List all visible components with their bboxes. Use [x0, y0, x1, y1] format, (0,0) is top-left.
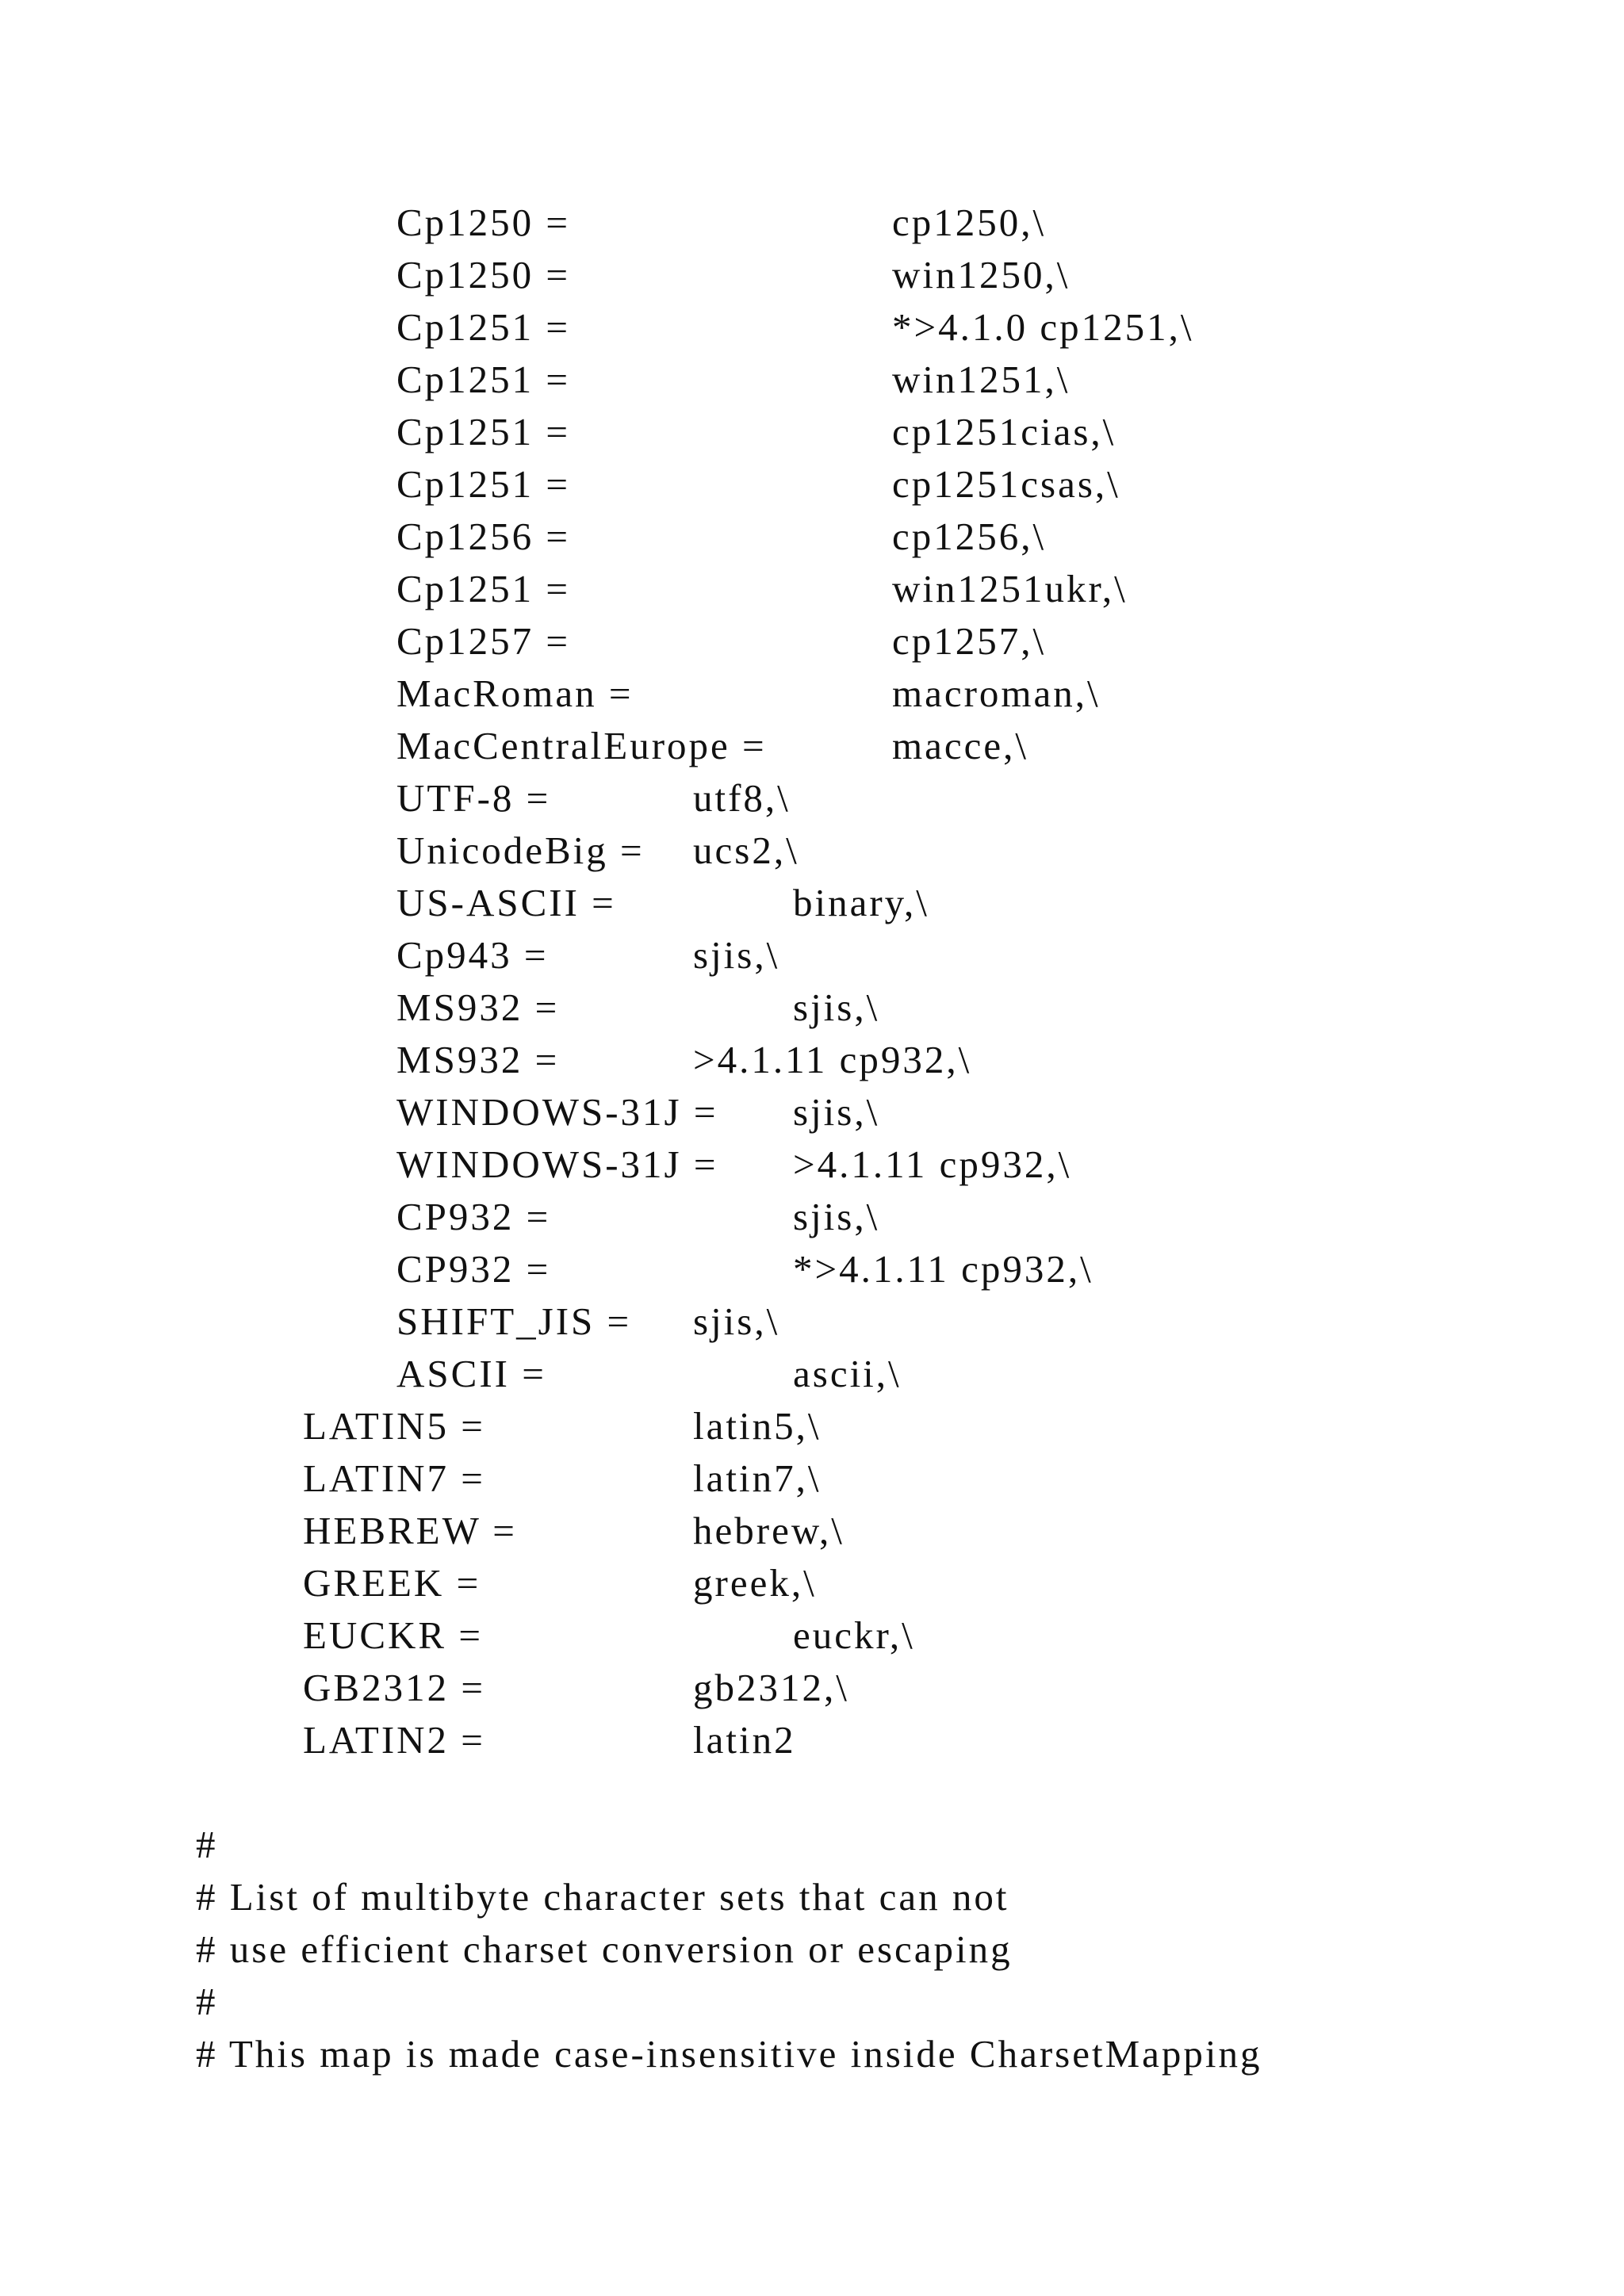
mapping-value: *>4.1.0 cp1251,\: [892, 305, 1194, 349]
mapping-key: HEBREW =: [303, 1509, 517, 1552]
mapping-key: Cp943 =: [396, 933, 549, 977]
mapping-value: sjis,\: [793, 1195, 880, 1238]
mapping-key: Cp1250 =: [396, 253, 571, 297]
mapping-key: GB2312 =: [303, 1666, 485, 1709]
mapping-key: MacCentralEurope =: [396, 724, 767, 767]
mapping-line: [0, 1034, 1624, 1086]
mapping-line: [0, 772, 1624, 825]
mapping-line: [0, 1348, 1624, 1400]
comment-line: #: [196, 1823, 218, 1866]
mapping-key: GREEK =: [303, 1561, 481, 1605]
mapping-value: latin5,\: [693, 1404, 822, 1448]
mapping-value: cp1256,\: [892, 515, 1047, 558]
mapping-line: [0, 458, 1624, 511]
mapping-value: ucs2,\: [693, 828, 799, 872]
mapping-line: [0, 249, 1624, 301]
mapping-line: [0, 929, 1624, 982]
mapping-value: latin2: [693, 1718, 796, 1762]
mapping-key: Cp1251 =: [396, 410, 571, 453]
mapping-value: sjis,\: [793, 985, 880, 1029]
mapping-key: WINDOWS-31J =: [396, 1090, 718, 1134]
mapping-line: [0, 615, 1624, 668]
mapping-line: [0, 1714, 1624, 1766]
mapping-line: [0, 1505, 1624, 1557]
mapping-value: latin7,\: [693, 1456, 822, 1500]
mapping-line: [0, 1086, 1624, 1138]
mapping-key: MS932 =: [396, 1038, 560, 1081]
mapping-key: WINDOWS-31J =: [396, 1142, 718, 1186]
mapping-value: macce,\: [892, 724, 1028, 767]
mapping-value: binary,\: [793, 881, 929, 924]
comment-line: # This map is made case-insensitive inside CharsetMapping: [196, 2032, 1262, 2076]
mapping-line: [0, 720, 1624, 772]
mapping-key: LATIN5 =: [303, 1404, 485, 1448]
mapping-key: MS932 =: [396, 985, 560, 1029]
mapping-key: CP932 =: [396, 1247, 551, 1291]
mapping-value: utf8,\: [693, 776, 791, 820]
mapping-line: [0, 1662, 1624, 1714]
mapping-value: greek,\: [693, 1561, 817, 1605]
mapping-line: [0, 877, 1624, 929]
mapping-key: MacRoman =: [396, 672, 634, 715]
mapping-key: Cp1257 =: [396, 619, 571, 663]
mapping-key: Cp1251 =: [396, 358, 571, 401]
mapping-value: macroman,\: [892, 672, 1101, 715]
mapping-value: sjis,\: [793, 1090, 880, 1134]
mapping-key: US-ASCII =: [396, 881, 616, 924]
mapping-line: [0, 1400, 1624, 1452]
mapping-line: [0, 825, 1624, 877]
mapping-line: [0, 511, 1624, 563]
mapping-key: SHIFT_JIS =: [396, 1299, 632, 1343]
mapping-value: cp1257,\: [892, 619, 1047, 663]
mapping-line: [0, 1243, 1624, 1295]
mapping-key: LATIN7 =: [303, 1456, 485, 1500]
mapping-line: [0, 1191, 1624, 1243]
mapping-value: hebrew,\: [693, 1509, 845, 1552]
mapping-line: [0, 406, 1624, 458]
mapping-line: [0, 197, 1624, 249]
mapping-value: win1250,\: [892, 253, 1071, 297]
mapping-line: [0, 1452, 1624, 1505]
mapping-line: [0, 1557, 1624, 1609]
mapping-line: [0, 982, 1624, 1034]
mapping-key: Cp1256 =: [396, 515, 571, 558]
mapping-value: *>4.1.11 cp932,\: [793, 1247, 1094, 1291]
mapping-value: win1251,\: [892, 358, 1071, 401]
mapping-key: UnicodeBig =: [396, 828, 645, 872]
mapping-key: LATIN2 =: [303, 1718, 485, 1762]
mapping-key: CP932 =: [396, 1195, 551, 1238]
mapping-line: [0, 301, 1624, 354]
mapping-key: Cp1251 =: [396, 462, 571, 506]
mapping-line: [0, 668, 1624, 720]
mapping-line: [0, 1609, 1624, 1662]
mapping-line: [0, 563, 1624, 615]
mapping-value: euckr,\: [793, 1613, 915, 1657]
mapping-value: >4.1.11 cp932,\: [693, 1038, 972, 1081]
mapping-value: sjis,\: [693, 933, 780, 977]
comment-line: # List of multibyte character sets that can not: [196, 1875, 1009, 1919]
mapping-line: [0, 1138, 1624, 1191]
mapping-value: cp1251cias,\: [892, 410, 1116, 453]
mapping-value: >4.1.11 cp932,\: [793, 1142, 1072, 1186]
comment-line: # use efficient charset conversion or escaping: [196, 1927, 1013, 1971]
mapping-value: sjis,\: [693, 1299, 780, 1343]
mapping-value: gb2312,\: [693, 1666, 849, 1709]
mapping-key: ASCII =: [396, 1352, 546, 1395]
mapping-value: cp1250,\: [892, 201, 1047, 244]
mapping-key: Cp1251 =: [396, 567, 571, 610]
mapping-key: Cp1250 =: [396, 201, 571, 244]
mapping-key: Cp1251 =: [396, 305, 571, 349]
mapping-value: ascii,\: [793, 1352, 902, 1395]
mapping-value: cp1251csas,\: [892, 462, 1120, 506]
comment-line: #: [196, 1980, 218, 2023]
mapping-key: EUCKR =: [303, 1613, 483, 1657]
mapping-key: UTF-8 =: [396, 776, 551, 820]
mapping-line: [0, 1295, 1624, 1348]
mapping-value: win1251ukr,\: [892, 567, 1128, 610]
mapping-line: [0, 354, 1624, 406]
